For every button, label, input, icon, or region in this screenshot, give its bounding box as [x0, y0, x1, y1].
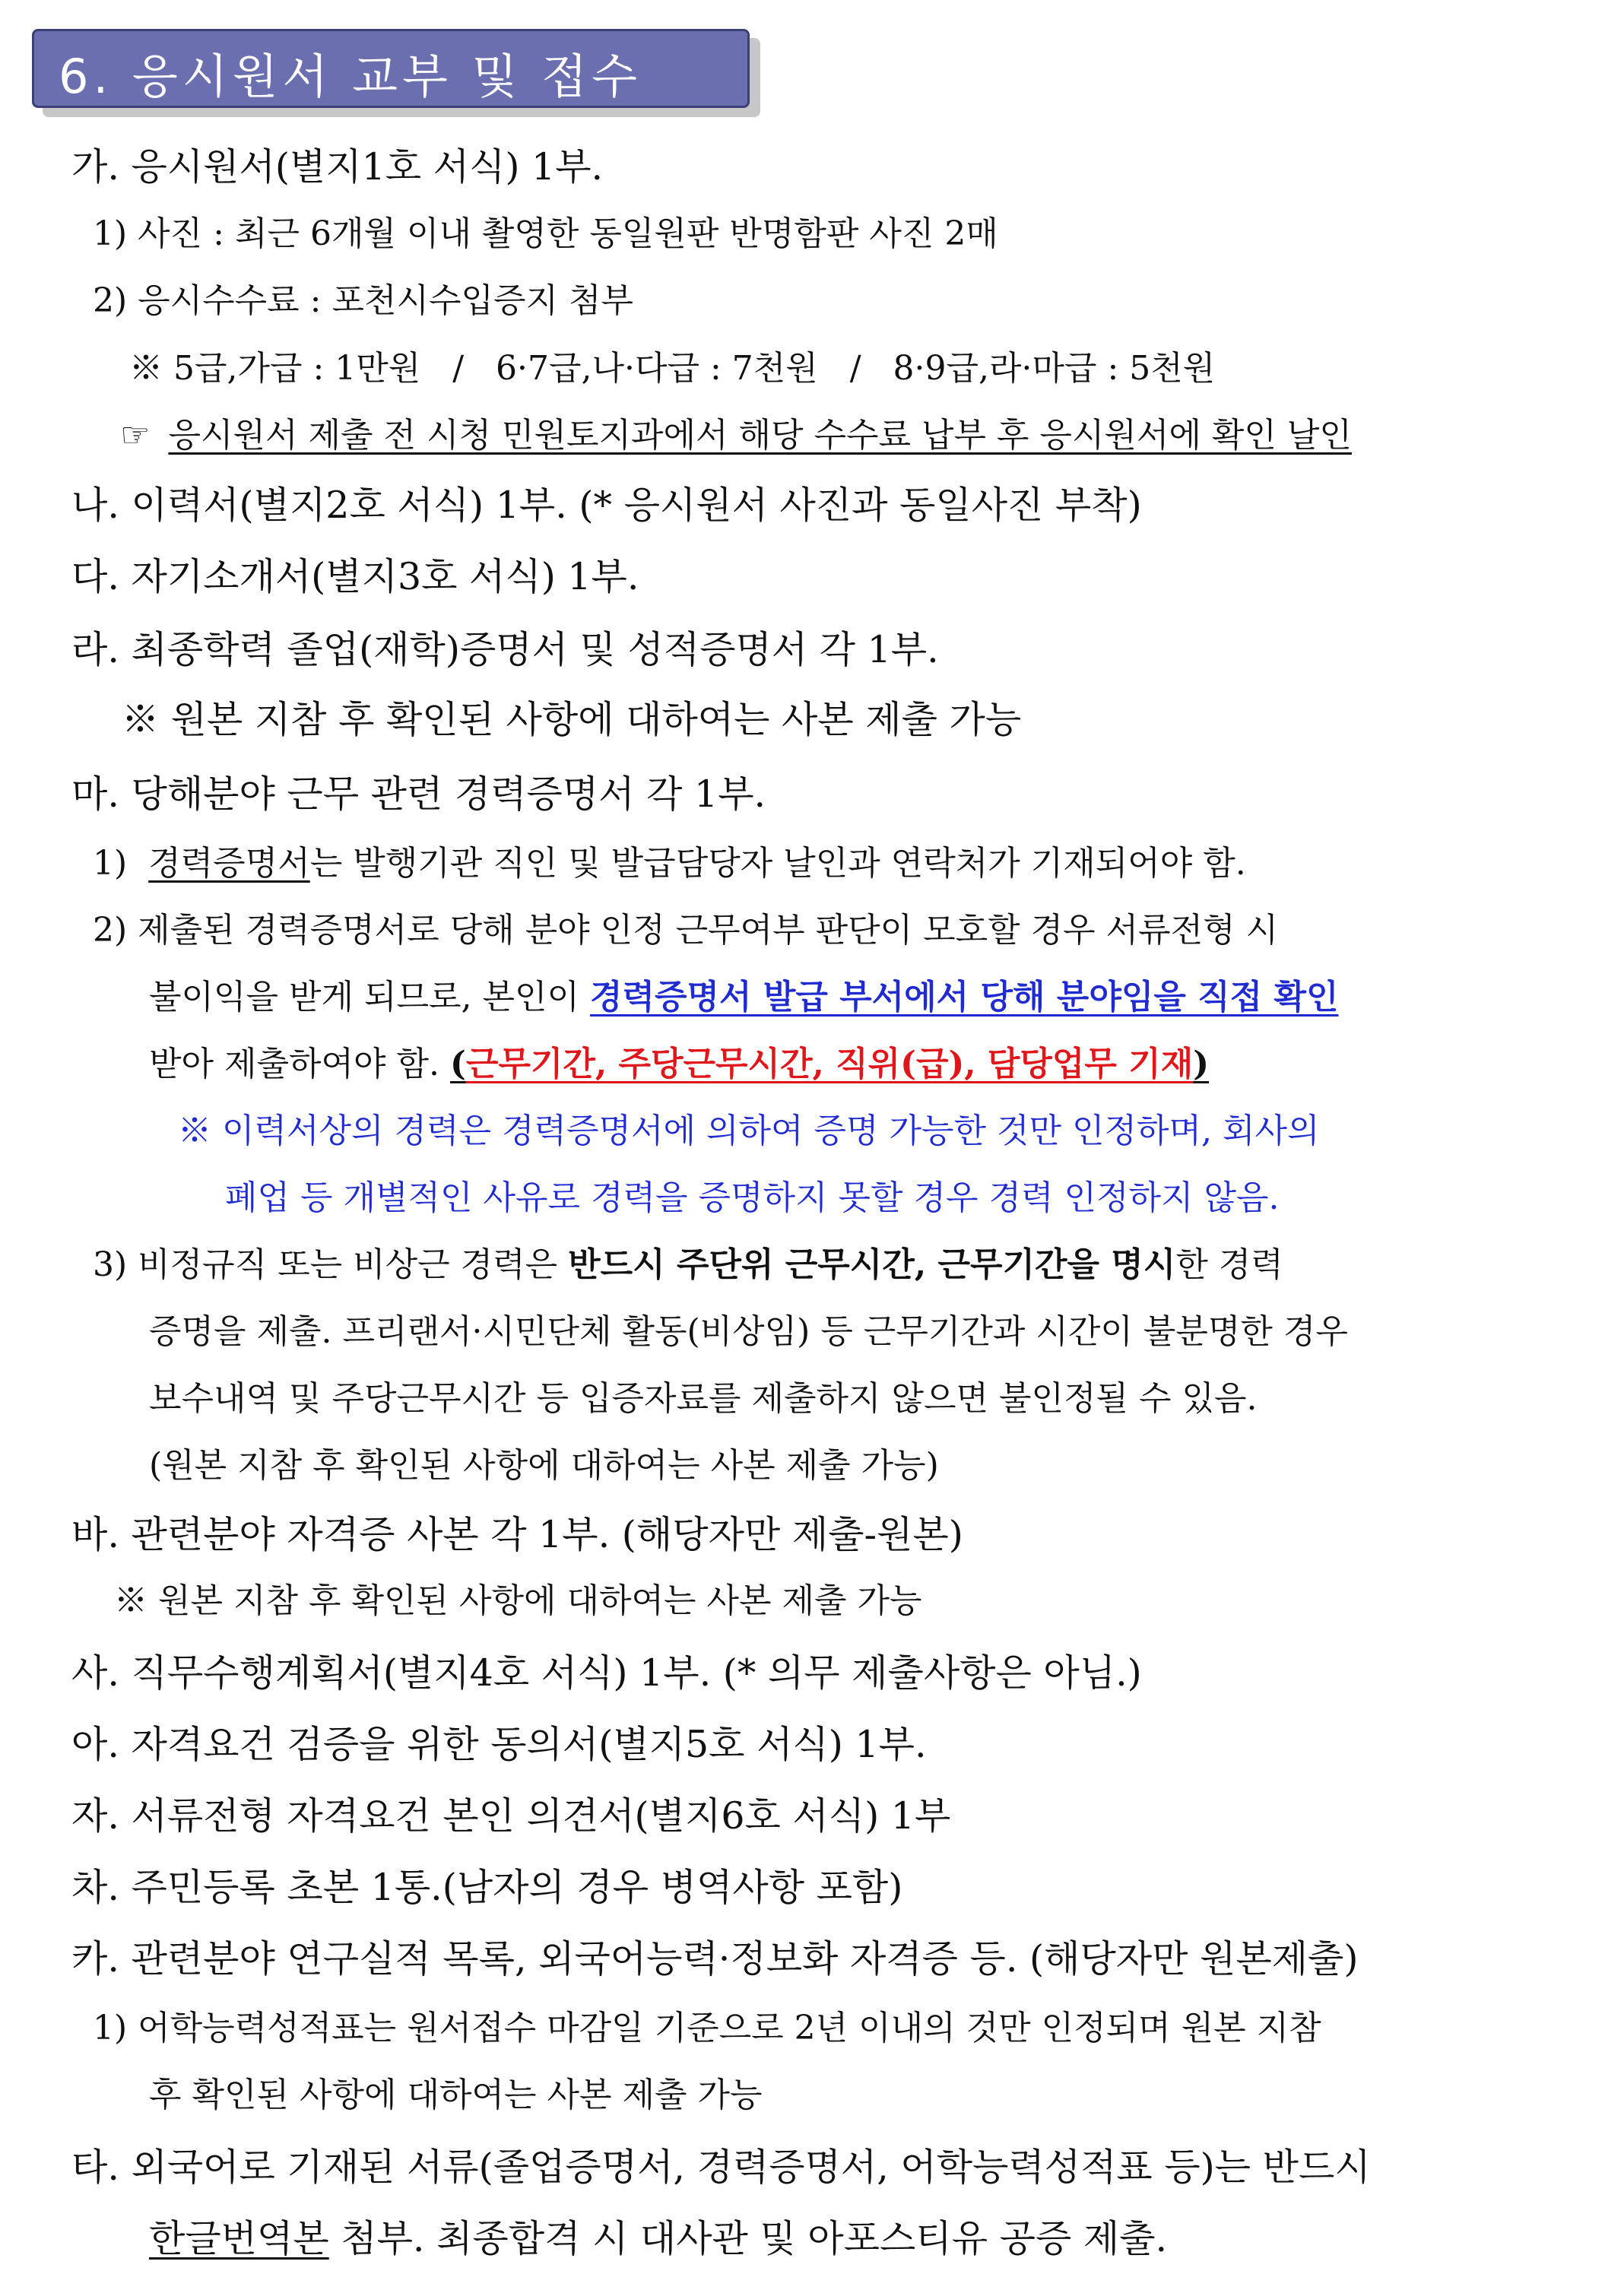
item-a: 아. 자격요건 검증을 위한 동의서(별지5호 서식) 1부.: [71, 1723, 927, 1766]
item-ba-note: ※ 원본 지참 후 확인된 사항에 대하여는 사본 제출 가능: [114, 1581, 922, 1620]
item-ra: 라. 최종학력 졸업(재학)증명서 및 성적증명서 각 1부.: [71, 628, 939, 671]
item-ta-rest: 첨부. 최종합격 시 대사관 및 아포스티유 공증 제출.: [328, 2217, 1168, 2260]
item-ka-1-line2: 후 확인된 사항에 대하여는 사본 제출 가능: [149, 2076, 763, 2114]
item-ta-line1: 타. 외국어로 기재된 서류(졸업증명서, 경력증명서, 어학능력성적표 등)는 반드시: [71, 2146, 1371, 2189]
item-ma-3-line1: [93, 1245, 1283, 1284]
item-ka-1-line1: 1) 어학능력성적표는 원서접수 마감일 기준으로 2년 이내의 것만 인정되며 원본 지참: [93, 2009, 1321, 2047]
item-ma-2-line3-red: 근무기간, 주당근무시간, 직위(급), 담당업무 기재: [465, 1045, 1194, 1083]
item-ma-2-line1: 2) 제출된 경력증명서로 당해 분야 인정 근무여부 판단이 모호할 경우 서류전형 시: [93, 911, 1279, 950]
item-ma-2-note2: 폐업 등 개별적인 사유로 경력을 증명하지 못할 경우 경력 인정하지 않음.: [225, 1178, 1280, 1217]
item-na: 나. 이력서(별지2호 서식) 1부. (* 응시원서 사진과 동일사진 부착): [71, 484, 1142, 527]
item-ma-3-line1-bold: 반드시 주단위 근무시간, 근무기간을 명시: [568, 1245, 1176, 1284]
item-ma-3-line3: 보수내역 및 주당근무시간 등 입증자료를 제출하지 않으면 불인정될 수 있음.: [149, 1379, 1258, 1418]
item-ta-underlined: 한글번역본: [149, 2217, 329, 2260]
section-title: 6. 응시원서 교부 및 접수: [59, 49, 642, 104]
item-ma-2-paren-open: (: [449, 1045, 466, 1083]
item-ma-2-line2: [149, 978, 1339, 1016]
item-ma-2-line3-text: 받아 제출하여야 함.: [149, 1045, 450, 1083]
item-ja: 자. 서류전형 자격요건 본인 의견서(별지6호 서식) 1부: [71, 1794, 951, 1838]
item-ga: 가. 응시원서(별지1호 서식) 1부.: [71, 145, 604, 189]
item-ma: 마. 당해분야 근무 관련 경력증명서 각 1부.: [71, 772, 766, 816]
fee-payment-note: [120, 416, 1352, 455]
item-ma-2-line2-blue: 경력증명서 발급 부서에서 당해 분야임을 직접 확인: [589, 978, 1339, 1016]
item-ka: 카. 관련분야 연구실적 목록, 외국어능력·정보화 자격증 등. (해당자만 원본제출): [71, 1937, 1359, 1981]
pointing-hand-icon: ☞: [120, 416, 151, 455]
item-ga-2: 2) 응시수수료 : 포천시수입증지 첨부: [93, 281, 633, 320]
item-da: 다. 자기소개서(별지3호 서식) 1부.: [71, 555, 639, 598]
fee-table-note: ※ 5급,가급 : 1만원 / 6·7급,나·다급 : 7천원 / 8·9급,라·마급 : 5천원: [129, 349, 1216, 388]
section-title-box: [32, 29, 750, 108]
item-ba: 바. 관련분야 자격증 사본 각 1부. (해당자만 제출-원본): [71, 1513, 963, 1556]
item-ma-2-line3: [149, 1045, 1210, 1083]
item-ma-1-number: 1): [93, 844, 128, 883]
item-ma-3-line1-end: 한 경력: [1175, 1245, 1283, 1284]
item-sa: 사. 직무수행계획서(별지4호 서식) 1부. (* 의무 제출사항은 아님.): [71, 1651, 1142, 1695]
item-ra-note: ※ 원본 지참 후 확인된 사항에 대하여는 사본 제출 가능: [122, 698, 1022, 741]
item-ma-2-note1: ※ 이력서상의 경력은 경력증명서에 의하여 증명 가능한 것만 인정하며, 회사의: [178, 1112, 1320, 1150]
item-ta-line2: [149, 2217, 1168, 2260]
item-cha: 차. 주민등록 초본 1통.(남자의 경우 병역사항 포함): [71, 1866, 903, 1909]
item-ma-1-underlined: 경력증명서: [148, 844, 310, 883]
item-ma-3-line2: 증명을 제출. 프리랜서·시민단체 활동(비상임) 등 근무기간과 시간이 불분명한 경우: [149, 1312, 1348, 1351]
item-ma-1: [93, 844, 1246, 883]
item-ga-1: 1) 사진 : 최근 6개월 이내 촬영한 동일원판 반명함판 사진 2매: [93, 214, 998, 253]
item-ma-2-line2-text: 불이익을 받게 되므로, 본인이: [149, 978, 590, 1016]
item-ma-3-line4: (원본 지참 후 확인된 사항에 대하여는 사본 제출 가능): [149, 1446, 939, 1485]
fee-payment-note-text: 응시원서 제출 전 시청 민원토지과에서 해당 수수료 납부 후 응시원서에 확인 날인: [168, 416, 1352, 455]
item-ma-3-line1-text: 3) 비정규직 또는 비상근 경력은: [93, 1245, 569, 1284]
item-ma-1-rest: 는 발행기관 직인 및 발급담당자 날인과 연락처가 기재되어야 함.: [309, 844, 1246, 883]
item-ma-2-paren-close: ): [1193, 1045, 1210, 1083]
